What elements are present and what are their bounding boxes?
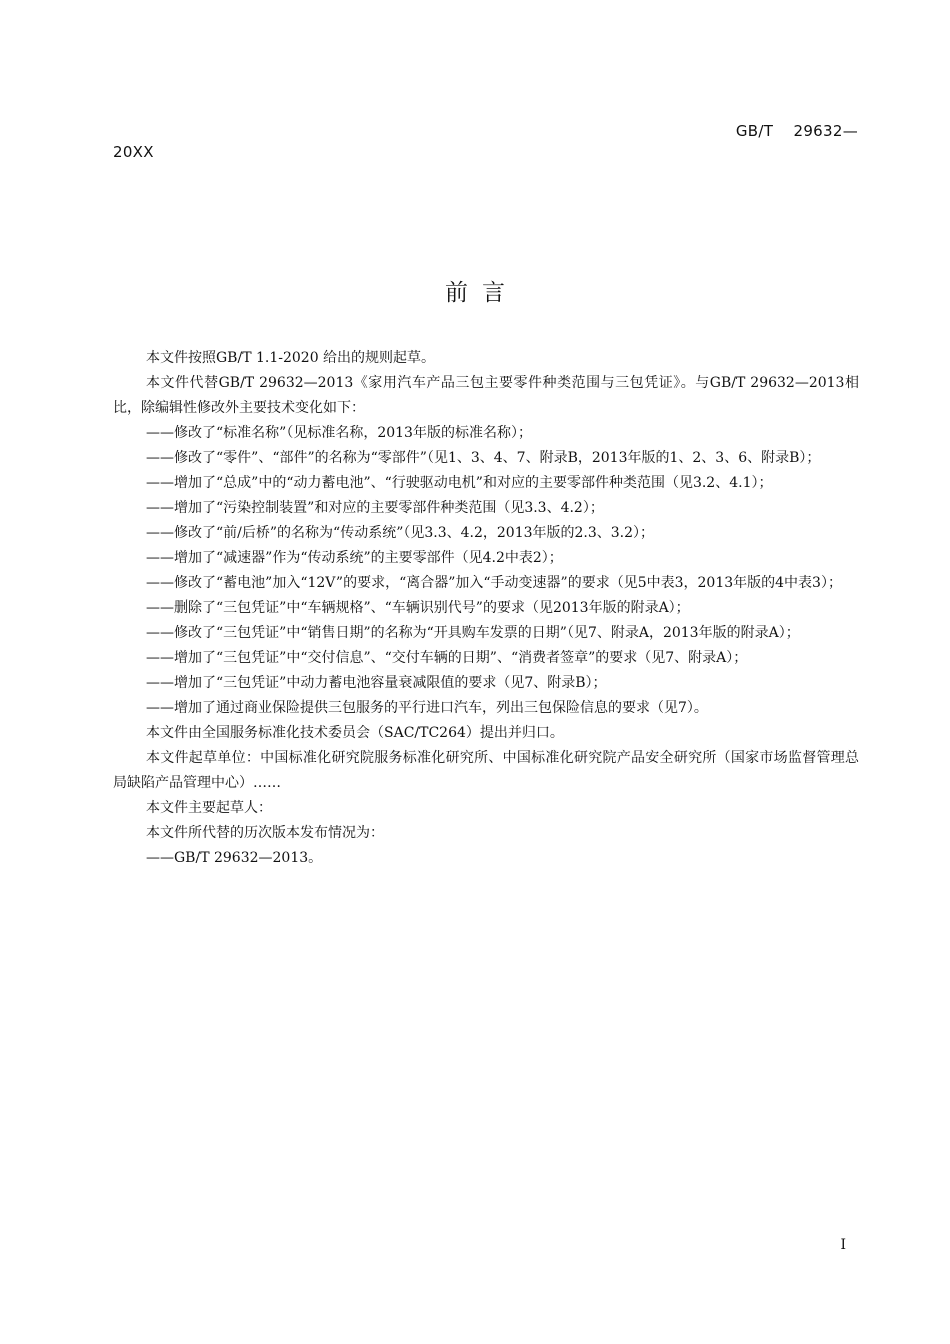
paragraph: 本文件按照GB/T 1.1-2020 给出的规则起草。 bbox=[146, 350, 436, 366]
paragraph: 本文件所代替的历次版本发布情况为： bbox=[146, 825, 384, 841]
change-item: ——增加了“污染控制装置”和对应的主要零部件种类范围（见3.3、4.2）； bbox=[146, 500, 604, 516]
page-title: 前言 bbox=[445, 280, 519, 306]
change-item: ——修改了“前/后桥”的名称为“传动系统”（见3.3、4.2，2013年版的2.3、3.2）； bbox=[146, 525, 655, 541]
change-item: ——修改了“零件”、“部件”的名称为“零部件”（见1、3、4、7、附录B，2013年版的1、2、3、6、附录B）； bbox=[146, 450, 821, 466]
paragraph: 本文件起草单位：中国标准化研究院服务标准化研究所、中国标准化研究院产品安全研究所（国家市场监督管理总局缺陷产品管理中心）…… bbox=[113, 750, 859, 791]
change-item: ——增加了“总成”中的“动力蓄电池”、“行驶驱动电机”和对应的主要零部件种类范围（见3.2、4.1）； bbox=[146, 475, 773, 491]
paragraph: 本文件主要起草人： bbox=[146, 800, 272, 816]
change-item: ——增加了“减速器”作为“传动系统”的主要零部件（见4.2中表2）； bbox=[146, 550, 563, 566]
change-item: ——修改了“蓄电池”加入“12V”的要求，“离合器”加入“手动变速器”的要求（见5中表3，2013年版的4中表3）； bbox=[146, 575, 842, 591]
change-item: ——增加了通过商业保险提供三包服务的平行进口汽车，列出三包保险信息的要求（见7）。 bbox=[146, 700, 708, 716]
change-item: ——增加了“三包凭证”中“交付信息”、“交付车辆的日期”、“消费者签章”的要求（见7、附录A）； bbox=[146, 650, 748, 666]
change-item: ——GB/T 29632—2013。 bbox=[146, 850, 323, 866]
foreword-body bbox=[113, 346, 859, 871]
paragraph: 本文件代替GB/T 29632—2013《家用汽车产品三包主要零件种类范围与三包凭证》。与GB/T 29632—2013相比，除编辑性修改外主要技术变化如下： bbox=[113, 375, 859, 416]
page-number: I bbox=[840, 1237, 846, 1253]
standard-code-header: GB/T 29632— bbox=[735, 122, 858, 140]
paragraph: 本文件由全国服务标准化技术委员会（SAC/TC264）提出并归口。 bbox=[146, 725, 564, 741]
change-item: ——增加了“三包凭证”中动力蓄电池容量衰减限值的要求（见7、附录B）； bbox=[146, 675, 607, 691]
change-item: ——修改了“标准名称”（见标准名称，2013年版的标准名称）； bbox=[146, 425, 532, 441]
change-item: ——删除了“三包凭证”中“车辆规格”、“车辆识别代号”的要求（见2013年版的附录A）； bbox=[146, 600, 690, 616]
standard-code-header-year: 20XX bbox=[113, 143, 154, 161]
change-item: ——修改了“三包凭证”中“销售日期”的名称为“开具购车发票的日期”（见7、附录A，2013年版的附录A）； bbox=[146, 625, 800, 641]
